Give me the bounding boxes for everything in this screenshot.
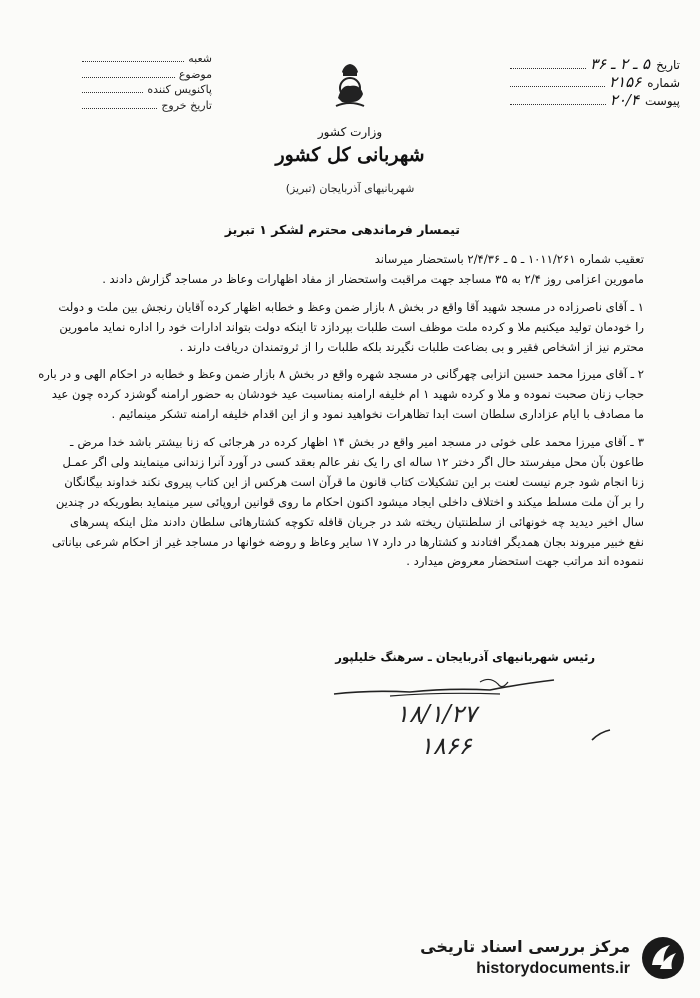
- body-line: را خودمان تولید میکنیم ملا و کرده ملت موظف است طلبات بپردازد تا اینکه دولت بتواند ادارات خود را اداره نماید مامورین: [59, 319, 644, 334]
- watermark-url: historydocuments.ir: [476, 960, 630, 977]
- body-line: سال اخیر دیدید چه خونهائی از سلطنتیان ریخته شد در جریان قافله تکوچه کشتارهائی سلطان دادند مثل اینکه پسرهای: [70, 514, 644, 529]
- date-label: تاریخ: [656, 58, 680, 72]
- fill-line: [82, 100, 157, 109]
- body-line: حجاب زنان صحبت نموده و ملا و کرده شهید ۱ ام خلیفه ارامنه بمناسبت عید خودشان به حضور ارامنه گوشزد کرده چون عید: [51, 387, 644, 402]
- date-value: ۵ ـ ۲ ـ ۳۶: [589, 55, 651, 73]
- ministry-title: وزارت کشور: [317, 125, 383, 139]
- fill-line: [510, 77, 605, 87]
- letter-body: [38, 250, 644, 572]
- body-line: ۲ ـ آقای میرزا محمد حسین انزابی چهرگانی در مسجد شهره واقع در بخش ۸ بازار ضمن وعظ و خطابه در احکام الهی و در باره: [38, 367, 644, 382]
- office-subtitle: شهربانیهای آذربایجان (تبریز): [285, 182, 415, 195]
- number-row: [510, 73, 680, 91]
- agency-title: شهربانی کل کشور: [275, 144, 425, 166]
- handwritten-number: ۱۸/۱/۲۷: [396, 700, 477, 728]
- body-line: ننموده اند مراتب جهت استحضار معروض میدارد .: [406, 554, 644, 569]
- meta-row-subject: [82, 68, 212, 84]
- meta-row-exit-date: [82, 99, 212, 115]
- meta-label: پاکنویس کننده: [147, 83, 212, 96]
- body-line: تعقیب شماره ۱۰۱۱/۲۶۱ ـ ۵ ـ ۲/۴/۳۶ باستحضار میرساند: [374, 252, 644, 266]
- meta-label: شعبه: [188, 52, 212, 65]
- body-line: زنا انجام شود جرم نیست لعنت بر این تشکیلات کتاب قانون ما قرآن است هرکس از این کتاب پیروی نکند خداوند بیگانگان: [64, 474, 644, 489]
- meta-row-branch: [82, 52, 212, 68]
- body-line: ما مصادف با ایام عزاداری سلطان است ابدا تظاهرات نخواهید نمود و از این اقدام خلیفه ارامنه تشکر مینمائیم .: [111, 407, 644, 422]
- watermark-title: مرکز بررسی اسناد تاریخی: [420, 937, 630, 956]
- meta-label: تاریخ خروج: [161, 98, 212, 112]
- meta-label: موضوع: [178, 67, 212, 81]
- body-line: را بر آن ملت مسلط میکند و اختلاف داخلی ایجاد میشود اکنون احکام ما روی قوانین اروپائی سیر مینماید بطوریکه در چندین: [55, 494, 644, 509]
- number-label: شماره: [647, 76, 680, 90]
- lion-and-sun-emblem-icon: [330, 62, 370, 110]
- attachment-value: ۲۰/۴: [609, 91, 639, 109]
- fill-line: [82, 53, 184, 62]
- meta-form: [82, 52, 212, 114]
- body-line: ۱ ـ آقای ناصرزاده در مسجد شهید آقا واقع در بخش ۸ بازار ضمن وعظ و خطابه اظهار کرده آقایان رنجش بین ملت و دولت: [58, 299, 644, 314]
- fill-line: [510, 95, 606, 105]
- fill-line: [82, 84, 143, 93]
- date-row: [510, 55, 680, 73]
- number-value: ۲۱۵۶: [609, 73, 642, 91]
- signature-title: رئیس شهربانیهای آذربایجان ـ سرهنگ خلیلپور: [335, 650, 595, 664]
- body-line: مامورین اعزامی روز ۲/۴ به ۳۵ مساجد جهت مراقبت واستحضار از مفاد اظهارات وعاظ در مساجد گزارش دادند .: [102, 271, 644, 286]
- archive-logo-icon: [640, 935, 686, 981]
- body-line: طاعون بآن محل میفرستد حال اگر دختر ۱۲ ساله ای را یک نفر عالم بعقد کسی در آورد آنرا زندانی مینمایند ولی اگر عمـل: [62, 455, 644, 470]
- reference-block: [510, 55, 680, 109]
- body-line: نفع خبیر میروند بجان همدیگر افتادند و کشتارها در دارد ۱۷ سایر وعاظ و روضه خوانها در مساجد غیر از احکام شرعی بیاناتی: [52, 534, 644, 549]
- attachment-row: [510, 91, 680, 109]
- addressee: تیمسار فرماندهی محترم لشکر ۱ تبریز: [224, 222, 460, 237]
- fill-line: [510, 59, 586, 69]
- meta-row-typist: [82, 83, 212, 99]
- watermark: [418, 932, 688, 982]
- handwritten-mark: [590, 728, 612, 742]
- handwritten-number: ۱۸۶۶: [420, 732, 472, 760]
- body-line: محترم نیز از اشخاص فقیر و بی بضاعت طلبات نگیرند بلکه طلبات را از ثروتمندان دریافت دارند .: [179, 339, 644, 354]
- body-line: ۳ ـ آقای میرزا محمد علی خوئی در مسجد امیر واقع در بخش ۱۴ اظهار کرده در هرجائی که زنا بیشتر باشد خدا مرض ـ: [70, 435, 644, 450]
- attachment-label: پیوست: [645, 94, 680, 108]
- signature-scrawl: [330, 672, 560, 702]
- fill-line: [82, 69, 175, 78]
